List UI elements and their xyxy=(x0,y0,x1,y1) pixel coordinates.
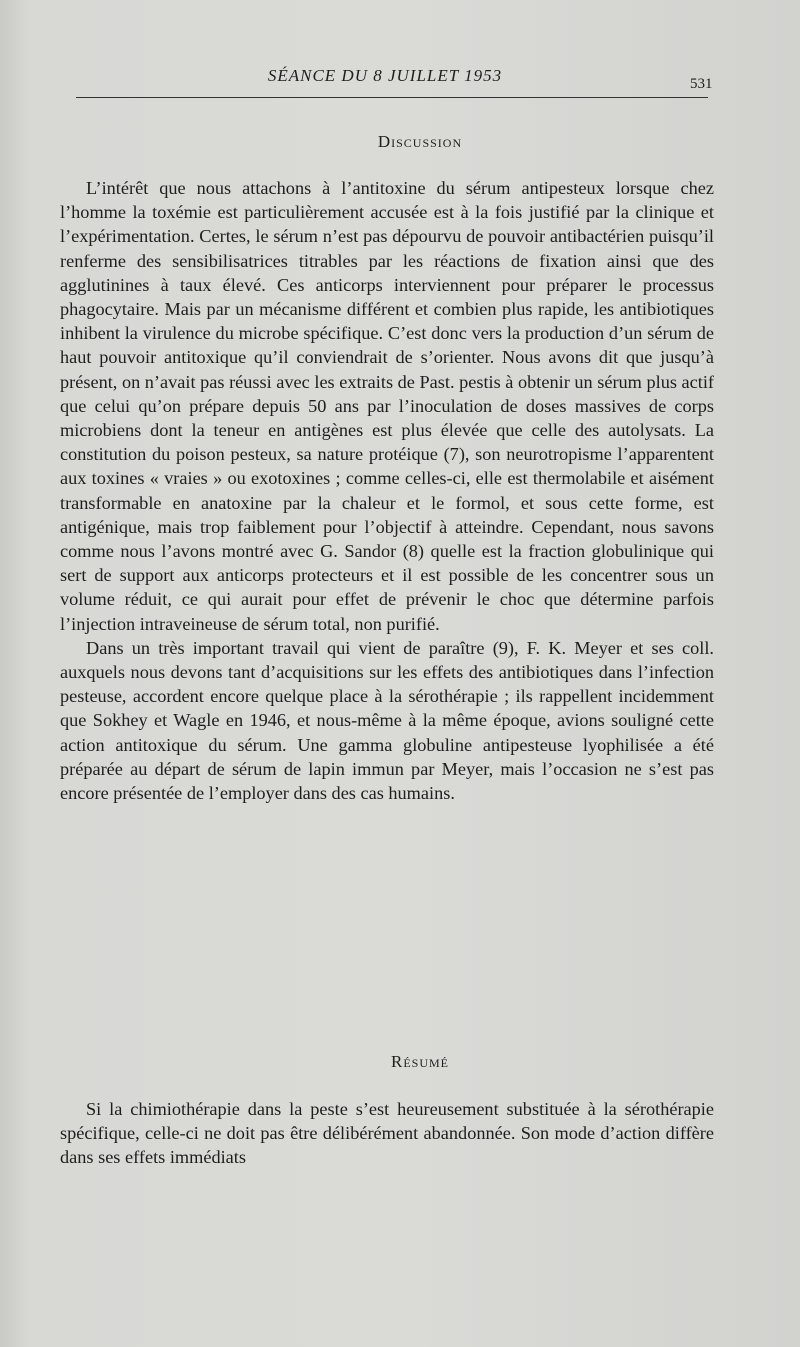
running-title: SÉANCE DU 8 JUILLET 1953 xyxy=(267,66,503,85)
page-number: 531 xyxy=(690,76,713,92)
resume-paragraph-1: Si la chimiothérapie dans la peste s’est heureusement substituée à la sérothérapie spécifique, celle-ci ne doit pas être délibérément abandonnée. Son mode d’action diffère dans ses effets immédiats xyxy=(60,1099,714,1168)
discussion-paragraph-2: Dans un très important travail qui vient de paraître (9), F. K. Meyer et ses coll. auxquels nous devons tant d’acquisitions sur les effets des antibiotiques dans l’infection pesteuse, accordent encore quelque place à la sérothérapie ; ils rappellent incidemment que Sokhey et Wagle en 1946, et nous-même à la même époque, avions souligné cette action antitoxique du sérum. Une gamma globuline antipesteuse lyophilisée a été préparée au départ de sérum de lapin immun par Meyer, mais l’occasion ne s’est pas encore présentée de l’employer dans des cas humains. xyxy=(60,637,714,804)
discussion-paragraph-1: L’intérêt que nous attachons à l’antitoxine du sérum antipesteux lorsque chez l’homme la toxémie est particulièrement accusée est à la fois justifié par la clinique et l’expérimentation. Certes, le sérum n’est pas dépourvu de pouvoir antibactérien puisqu’il renferme des sensibilisatrices titrables par les réactions de fixation ainsi que des agglutinines à taux élevé. Ces anticorps interviennent pour préparer le processus phagocytaire. Mais par un mécanisme différent et combien plus rapide, les antibiotiques inhibent la virulence du microbe spécifique. C’est donc vers la production d’un sérum de haut pouvoir antitoxique qu’il conviendrait de s’orienter. Nous avons dit que jusqu’à présent, on n’avait pas réussi avec les extraits de Past. pestis à obtenir un sérum plus actif que celui qu’on prépare depuis 50 ans par l’inoculation de doses massives de corps microbiens dont la teneur en antigènes est plus élevée que celle des autolysats. La constitution du poison pesteux, sa nature protéique (7), son neurotropisme l’apparentent aux toxines « vraies » ou exotoxines ; comme celles-ci, elle est thermolabile et aisément transformable en anatoxine par la chaleur et le formol, et sous cette forme, est antigénique, mais trop faiblement pour l’objectif à atteindre. Cependant, nous savons comme nous l’avons montré avec G. Sandor (8) quelle est la fraction globulinique qui sert de support aux anticorps protecteurs et il est possible de les concentrer sous un volume réduit, ce qui aurait pour effet de prévenir le choc que détermine parfois l’injection intraveineuse de sérum total, non purifié. xyxy=(60,178,714,634)
resume-heading: Résumé xyxy=(390,1052,449,1071)
resume-body xyxy=(60,1097,714,1170)
header-rule xyxy=(76,97,708,98)
discussion-heading: Discussion xyxy=(377,132,463,151)
discussion-body xyxy=(60,176,714,805)
